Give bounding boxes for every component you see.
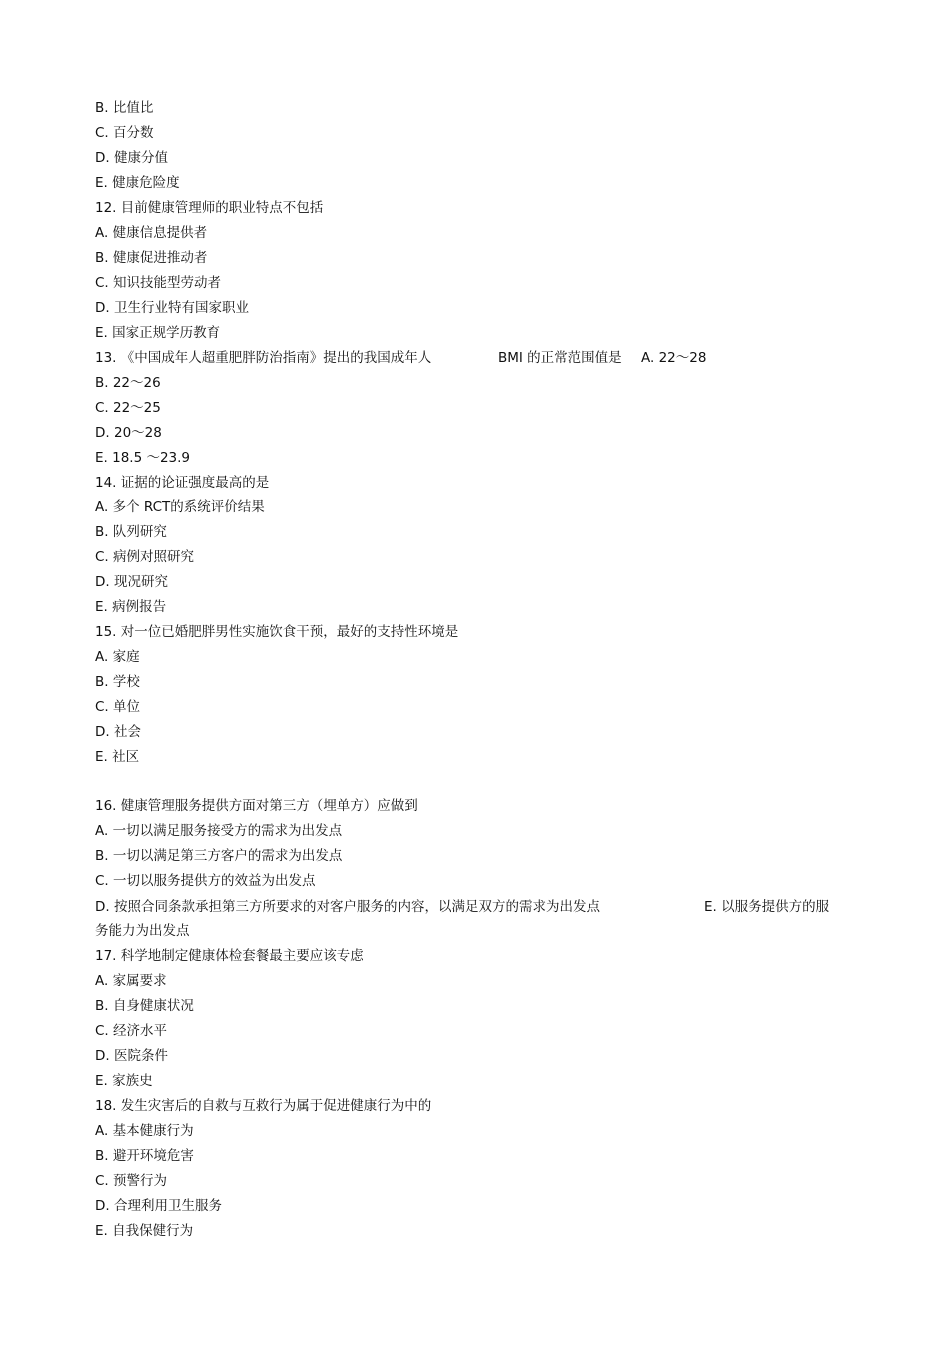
option-17a: A. 家属要求 [95, 973, 167, 989]
option-11e: E. 健康危险度 [95, 175, 180, 191]
option-16e: E. 以服务提供方的服 [704, 899, 830, 915]
question-18: 18. 发生灾害后的自救与互救行为属于促进健康行为中的 [95, 1098, 432, 1114]
option-13e: E. 18.5 ～23.9 [95, 450, 191, 466]
question-15: 15. 对一位已婚肥胖男性实施饮食干预，最好的支持性环境是 [95, 624, 459, 640]
question-12: 12. 目前健康管理师的职业特点不包括 [95, 200, 324, 216]
question-13-part2: BMI 的正常范围值是 [498, 350, 622, 366]
option-15a: A. 家庭 [95, 649, 140, 665]
question-16: 16. 健康管理服务提供方面对第三方（埋单方）应做到 [95, 798, 418, 814]
option-18d: D. 合理利用卫生服务 [95, 1198, 222, 1214]
question-14: 14. 证据的论证强度最高的是 [95, 475, 270, 491]
question-13-part1: 13. 《中国成年人超重肥胖防治指南》提出的我国成年人 [95, 350, 432, 366]
option-13b: B. 22～26 [95, 375, 161, 391]
option-18b: B. 避开环境危害 [95, 1148, 194, 1164]
option-11c: C. 百分数 [95, 125, 154, 141]
option-12b: B. 健康促进推动者 [95, 250, 208, 266]
question-17: 17. 科学地制定健康体检套餐最主要应该专虑 [95, 948, 364, 964]
option-12c: C. 知识技能型劳动者 [95, 275, 222, 291]
option-18a: A. 基本健康行为 [95, 1123, 194, 1139]
option-14e: E. 病例报告 [95, 599, 167, 615]
option-17d: D. 医院条件 [95, 1048, 168, 1064]
option-15e: E. 社区 [95, 749, 140, 765]
option-14b: B. 队列研究 [95, 524, 167, 540]
option-14c: C. 病例对照研究 [95, 549, 195, 565]
option-16a: A. 一切以满足服务接受方的需求为出发点 [95, 823, 343, 839]
option-16c: C. 一切以服务提供方的效益为出发点 [95, 873, 316, 889]
option-18c: C. 预警行为 [95, 1173, 168, 1189]
option-16d: D. 按照合同条款承担第三方所要求的对客户服务的内容，以满足双方的需求为出发点 [95, 899, 600, 915]
option-12d: D. 卫生行业特有国家职业 [95, 300, 249, 316]
option-15d: D. 社会 [95, 724, 141, 740]
option-15b: B. 学校 [95, 674, 140, 690]
option-12e: E. 国家正规学历教育 [95, 325, 221, 341]
option-11d: D. 健康分值 [95, 150, 168, 166]
option-14d: D. 现况研究 [95, 574, 168, 590]
option-12a: A. 健康信息提供者 [95, 225, 208, 241]
option-17e: E. 家族史 [95, 1073, 153, 1089]
option-16b: B. 一切以满足第三方客户的需求为出发点 [95, 848, 343, 864]
option-17b: B. 自身健康状况 [95, 998, 194, 1014]
option-16e-continued: 务能力为出发点 [95, 923, 190, 939]
option-18e: E. 自我保健行为 [95, 1223, 194, 1239]
option-17c: C. 经济水平 [95, 1023, 168, 1039]
option-11b: B. 比值比 [95, 100, 154, 116]
option-14a: A. 多个 RCT的系统评价结果 [95, 499, 265, 515]
option-13d: D. 20～28 [95, 425, 162, 441]
option-15c: C. 单位 [95, 699, 141, 715]
option-13c: C. 22～25 [95, 400, 161, 416]
option-13a: A. 22～28 [641, 350, 707, 366]
